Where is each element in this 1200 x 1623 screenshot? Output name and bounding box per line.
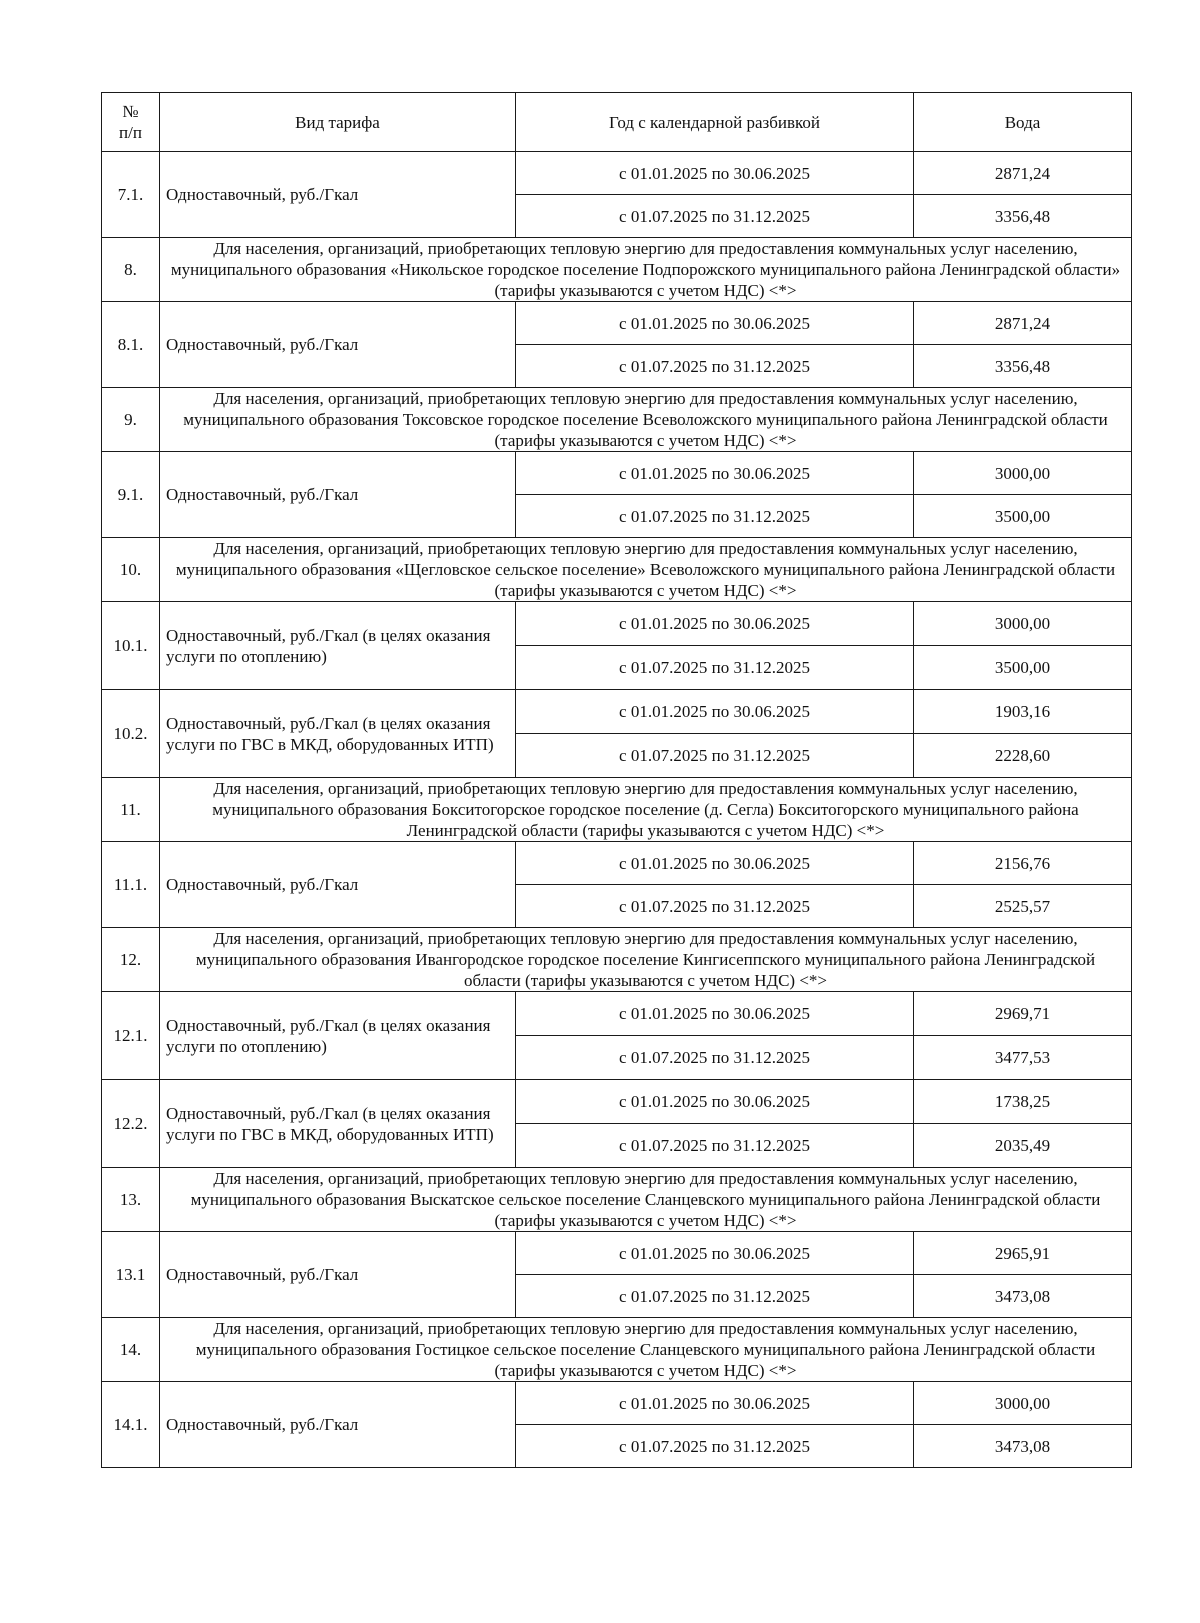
water-tariff-value: 2871,24 [914, 152, 1132, 195]
period-range: с 01.01.2025 по 30.06.2025 [516, 992, 914, 1036]
tariff-type: Одноставочный, руб./Гкал (в целях оказания услуги по ГВС в МКД, оборудованных ИТП) [160, 690, 516, 778]
header-number: № п/п [102, 93, 160, 152]
table-row [102, 992, 1132, 1036]
section-row [102, 538, 1132, 602]
section-row [102, 238, 1132, 302]
period-range: с 01.01.2025 по 30.06.2025 [516, 1232, 914, 1275]
table-row [102, 1232, 1132, 1275]
period-range: с 01.07.2025 по 31.12.2025 [516, 646, 914, 690]
water-tariff-value: 3500,00 [914, 495, 1132, 538]
row-number: 13. [102, 1168, 160, 1232]
period-range: с 01.07.2025 по 31.12.2025 [516, 1425, 914, 1468]
table-body [102, 152, 1132, 1468]
row-number: 13.1 [102, 1232, 160, 1318]
water-tariff-value: 3356,48 [914, 195, 1132, 238]
tariff-type: Одноставочный, руб./Гкал [160, 1232, 516, 1318]
water-tariff-value: 3473,08 [914, 1425, 1132, 1468]
table-row [102, 1080, 1132, 1124]
row-number: 11.1. [102, 842, 160, 928]
water-tariff-value: 2035,49 [914, 1124, 1132, 1168]
water-tariff-value: 3000,00 [914, 452, 1132, 495]
table-row [102, 602, 1132, 646]
period-range: с 01.07.2025 по 31.12.2025 [516, 195, 914, 238]
period-range: с 01.01.2025 по 30.06.2025 [516, 690, 914, 734]
period-range: с 01.01.2025 по 30.06.2025 [516, 1080, 914, 1124]
water-tariff-value: 2871,24 [914, 302, 1132, 345]
water-tariff-value: 2525,57 [914, 885, 1132, 928]
water-tariff-value: 2228,60 [914, 734, 1132, 778]
tariff-type: Одноставочный, руб./Гкал (в целях оказания услуги по отоплению) [160, 602, 516, 690]
tariff-type: Одноставочный, руб./Гкал [160, 302, 516, 388]
period-range: с 01.01.2025 по 30.06.2025 [516, 452, 914, 495]
table-header-row [102, 93, 1132, 152]
tariff-table [101, 92, 1132, 1468]
table-row [102, 1382, 1132, 1425]
row-number: 12.1. [102, 992, 160, 1080]
section-description: Для населения, организаций, приобретающих тепловую энергию для предоставления коммунальных услуг населению, муниципального образования Гостицкое сельское поселение Сланцевского муниципального района Ленинградской области (тарифы указываются с учетом НДС) <*> [160, 1318, 1132, 1382]
period-range: с 01.01.2025 по 30.06.2025 [516, 302, 914, 345]
row-number: 8. [102, 238, 160, 302]
tariff-type: Одноставочный, руб./Гкал [160, 842, 516, 928]
period-range: с 01.01.2025 по 30.06.2025 [516, 842, 914, 885]
section-row [102, 928, 1132, 992]
period-range: с 01.07.2025 по 31.12.2025 [516, 345, 914, 388]
period-range: с 01.07.2025 по 31.12.2025 [516, 1036, 914, 1080]
header-water: Вода [914, 93, 1132, 152]
header-year-period: Год с календарной разбивкой [516, 93, 914, 152]
section-row [102, 778, 1132, 842]
water-tariff-value: 3000,00 [914, 602, 1132, 646]
water-tariff-value: 3477,53 [914, 1036, 1132, 1080]
row-number: 11. [102, 778, 160, 842]
header-tariff-type: Вид тарифа [160, 93, 516, 152]
table-row [102, 842, 1132, 885]
row-number: 12. [102, 928, 160, 992]
row-number: 7.1. [102, 152, 160, 238]
table-row [102, 690, 1132, 734]
row-number: 10. [102, 538, 160, 602]
tariff-type: Одноставочный, руб./Гкал [160, 452, 516, 538]
water-tariff-value: 2965,91 [914, 1232, 1132, 1275]
row-number: 10.2. [102, 690, 160, 778]
period-range: с 01.01.2025 по 30.06.2025 [516, 152, 914, 195]
water-tariff-value: 3356,48 [914, 345, 1132, 388]
section-row [102, 388, 1132, 452]
row-number: 12.2. [102, 1080, 160, 1168]
section-description: Для населения, организаций, приобретающих тепловую энергию для предоставления коммунальных услуг населению, муниципального образования «Никольское городское поселение Подпорожского муниципального района Ленинградской области» (тарифы указываются с учетом НДС) <*> [160, 238, 1132, 302]
section-description: Для населения, организаций, приобретающих тепловую энергию для предоставления коммунальных услуг населению, муниципального образования «Щегловское сельское поселение» Всеволожского муниципального района Ленинградской области (тарифы указываются с учетом НДС) <*> [160, 538, 1132, 602]
water-tariff-value: 2156,76 [914, 842, 1132, 885]
section-row [102, 1168, 1132, 1232]
water-tariff-value: 3473,08 [914, 1275, 1132, 1318]
section-description: Для населения, организаций, приобретающих тепловую энергию для предоставления коммунальных услуг населению, муниципального образования Выскатское сельское поселение Сланцевского муниципального района Ленинградской области (тарифы указываются с учетом НДС) <*> [160, 1168, 1132, 1232]
water-tariff-value: 2969,71 [914, 992, 1132, 1036]
row-number: 10.1. [102, 602, 160, 690]
water-tariff-value: 3500,00 [914, 646, 1132, 690]
section-description: Для населения, организаций, приобретающих тепловую энергию для предоставления коммунальных услуг населению, муниципального образования Токсовское городское поселение Всеволожского муниципального района Ленинградской области (тарифы указываются с учетом НДС) <*> [160, 388, 1132, 452]
row-number: 8.1. [102, 302, 160, 388]
row-number: 9.1. [102, 452, 160, 538]
water-tariff-value: 1738,25 [914, 1080, 1132, 1124]
period-range: с 01.07.2025 по 31.12.2025 [516, 885, 914, 928]
period-range: с 01.07.2025 по 31.12.2025 [516, 495, 914, 538]
row-number: 14. [102, 1318, 160, 1382]
row-number: 9. [102, 388, 160, 452]
tariff-type: Одноставочный, руб./Гкал (в целях оказания услуги по отоплению) [160, 992, 516, 1080]
table-row [102, 152, 1132, 195]
period-range: с 01.01.2025 по 30.06.2025 [516, 602, 914, 646]
table-row [102, 302, 1132, 345]
tariff-type: Одноставочный, руб./Гкал [160, 152, 516, 238]
section-description: Для населения, организаций, приобретающих тепловую энергию для предоставления коммунальных услуг населению, муниципального образования Бокситогорское городское поселение (д. Сегла) Бокситогорского муниципального района Ленинградской области (тарифы указываются с учетом НДС) <*> [160, 778, 1132, 842]
water-tariff-value: 1903,16 [914, 690, 1132, 734]
table-row [102, 452, 1132, 495]
row-number: 14.1. [102, 1382, 160, 1468]
period-range: с 01.07.2025 по 31.12.2025 [516, 1275, 914, 1318]
period-range: с 01.01.2025 по 30.06.2025 [516, 1382, 914, 1425]
tariff-type: Одноставочный, руб./Гкал (в целях оказания услуги по ГВС в МКД, оборудованных ИТП) [160, 1080, 516, 1168]
section-description: Для населения, организаций, приобретающих тепловую энергию для предоставления коммунальных услуг населению, муниципального образования Ивангородское городское поселение Кингисеппского муниципального района Ленинградской области (тарифы указываются с учетом НДС) <*> [160, 928, 1132, 992]
section-row [102, 1318, 1132, 1382]
water-tariff-value: 3000,00 [914, 1382, 1132, 1425]
tariff-type: Одноставочный, руб./Гкал [160, 1382, 516, 1468]
period-range: с 01.07.2025 по 31.12.2025 [516, 1124, 914, 1168]
period-range: с 01.07.2025 по 31.12.2025 [516, 734, 914, 778]
